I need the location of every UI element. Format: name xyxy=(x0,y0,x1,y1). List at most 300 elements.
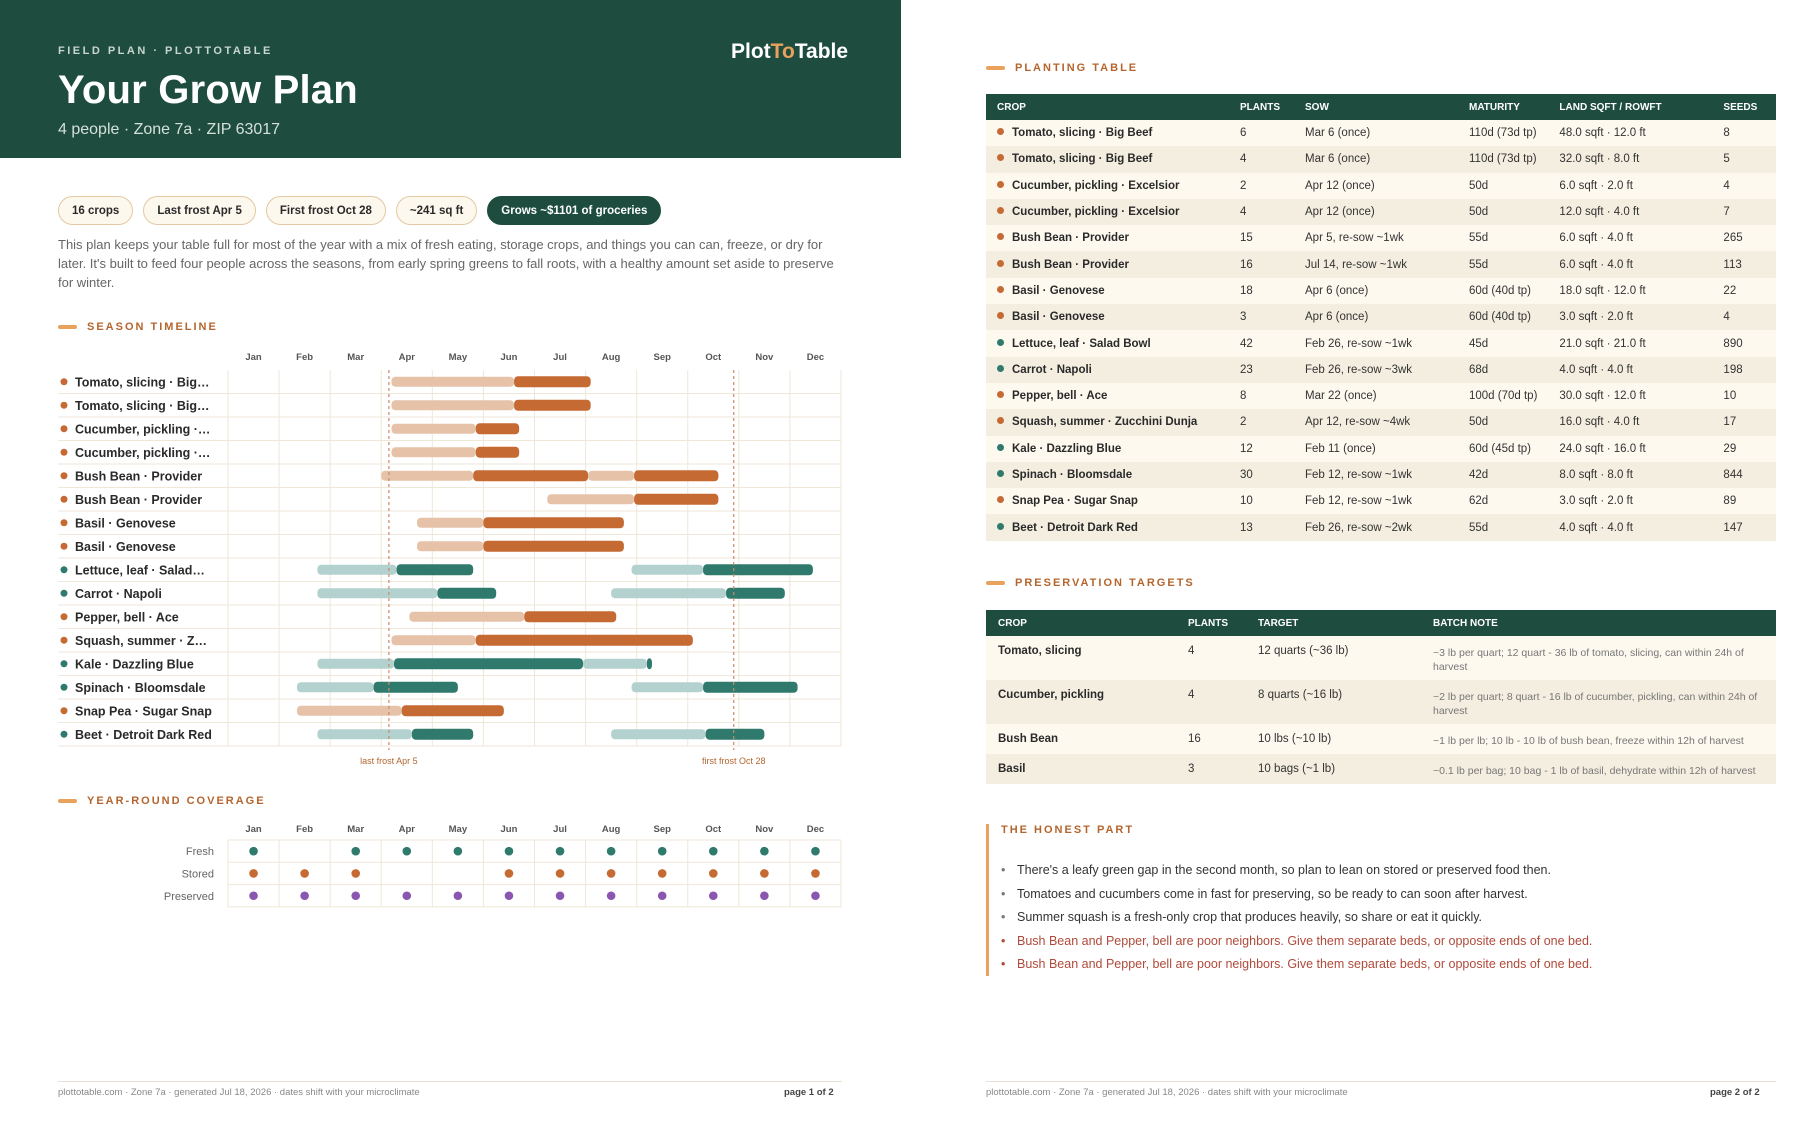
crop-name: Snap Pea · Sugar Snap xyxy=(1012,495,1138,508)
coverage-row-label: Stored xyxy=(181,868,214,881)
table-cell-maturity: 50d xyxy=(1458,173,1548,199)
coverage-dot xyxy=(709,869,718,878)
month-tick-label: Dec xyxy=(806,352,825,363)
table-cell-crop xyxy=(986,514,1229,540)
crop-group-dot xyxy=(61,519,68,526)
preservation-heading xyxy=(986,577,1195,589)
month-tick-label: Feb xyxy=(296,824,314,835)
coverage-heading-text: YEAR-ROUND COVERAGE xyxy=(87,795,266,807)
crop-row-label: Cucumber, pickling ·… xyxy=(75,422,211,437)
coverage-dot xyxy=(811,869,820,878)
month-tick-label: Oct xyxy=(705,352,722,363)
crop-name: Lettuce, leaf · Salad Bowl xyxy=(1012,337,1151,350)
month-tick-label: Sep xyxy=(653,824,671,835)
table-cell-maturity: 60d (40d tp) xyxy=(1458,304,1548,330)
coverage-dot xyxy=(454,847,463,856)
harvest-bar xyxy=(634,470,718,481)
table-row xyxy=(986,636,1776,680)
heading-accent-bar xyxy=(986,581,1005,585)
honest-heading xyxy=(1001,824,1134,836)
crop-name: Pepper, bell · Ace xyxy=(1012,390,1108,403)
table-cell-note: ~3 lb per quart; 12 quart - 36 lb of tomato, slicing, can within 24h of harvest xyxy=(1421,636,1776,680)
table-cell-land: 30.0 sqft · 12.0 ft xyxy=(1548,383,1712,409)
table-cell-seeds: 4 xyxy=(1712,304,1776,330)
table-cell-land: 16.0 sqft · 4.0 ft xyxy=(1548,409,1712,435)
crop-row-label: Basil · Genovese xyxy=(75,516,176,531)
table-cell-land: 48.0 sqft · 12.0 ft xyxy=(1548,120,1712,146)
table-cell-sow: Feb 11 (once) xyxy=(1294,436,1458,462)
growing-bar xyxy=(409,612,524,622)
table-cell-maturity: 100d (70d tp) xyxy=(1458,383,1548,409)
month-tick-label: Nov xyxy=(755,824,774,835)
page-subtitle: 4 people · Zone 7a · ZIP 63017 xyxy=(58,121,281,138)
table-row xyxy=(986,514,1776,540)
crop-group-dot xyxy=(997,286,1004,293)
table-row xyxy=(986,251,1776,277)
eyebrow-label: FIELD PLAN · PLOTTOTABLE xyxy=(58,45,273,57)
coverage-row-label: Preserved xyxy=(163,890,214,903)
crop-row-label: Spinach · Bloomsdale xyxy=(75,680,206,695)
crop-row-label: Bush Bean · Provider xyxy=(75,469,203,484)
coverage-dot xyxy=(658,847,667,856)
table-cell-plants: 23 xyxy=(1229,357,1294,383)
crop-row-label: Cucumber, pickling ·… xyxy=(75,445,211,460)
table-cell-maturity: 55d xyxy=(1458,514,1548,540)
table-cell-land: 32.0 sqft · 8.0 ft xyxy=(1548,146,1712,172)
coverage-dot xyxy=(249,891,258,900)
table-cell-note: ~0.1 lb per bag; 10 bag - 1 lb of basil, dehydrate within 12h of harvest xyxy=(1421,754,1776,784)
crop-name: Beet · Detroit Dark Red xyxy=(1012,521,1138,534)
crop-row-label: Carrot · Napoli xyxy=(75,586,162,601)
growing-bar xyxy=(417,541,483,551)
coverage-dot xyxy=(607,891,616,900)
harvest-bar xyxy=(524,611,616,622)
crop-name: Squash, summer · Zucchini Dunja xyxy=(1012,416,1198,429)
table-cell-maturity: 110d (73d tp) xyxy=(1458,146,1548,172)
table-row xyxy=(986,383,1776,409)
month-tick-label: Aug xyxy=(601,824,621,835)
crop-group-dot xyxy=(61,425,68,432)
crop-group-dot xyxy=(997,391,1004,398)
table-cell-seeds: 265 xyxy=(1712,225,1776,251)
crop-name: Basil · Genovese xyxy=(1012,284,1105,297)
table-cell-sow: Apr 12 (once) xyxy=(1294,173,1458,199)
crop-row-label: Basil · Genovese xyxy=(75,539,176,554)
crop-name: Cucumber, pickling · Excelsior xyxy=(1012,179,1180,192)
crop-name: Bush Bean · Provider xyxy=(1012,232,1129,245)
month-tick-label: Jan xyxy=(245,824,262,835)
crop-group-dot xyxy=(997,523,1004,530)
table-cell-maturity: 60d (40d tp) xyxy=(1458,278,1548,304)
growing-bar xyxy=(391,400,514,410)
harvest-bar xyxy=(703,682,798,693)
growing-bar xyxy=(317,659,394,669)
coverage-dot xyxy=(760,891,769,900)
crop-row-label: Tomato, slicing · Big… xyxy=(75,375,210,390)
harvest-bar xyxy=(397,564,474,575)
table-cell-crop xyxy=(986,251,1229,277)
crop-name: Basil · Genovese xyxy=(1012,311,1105,324)
footer-rule xyxy=(58,1081,842,1082)
growing-bar xyxy=(297,682,374,692)
table-cell-crop xyxy=(986,357,1229,383)
column-header: TARGET xyxy=(1246,610,1421,636)
table-cell-sow: Feb 26, re-sow ~2wk xyxy=(1294,514,1458,540)
frost-marker-label: first frost Oct 28 xyxy=(701,756,766,766)
crop-group-dot xyxy=(997,154,1004,161)
table-row xyxy=(986,436,1776,462)
coverage-dot xyxy=(709,847,718,856)
crop-name: Cucumber, pickling · Excelsior xyxy=(1012,206,1180,219)
harvest-bar xyxy=(514,400,591,411)
column-header: PLANTS xyxy=(1176,610,1246,636)
table-row xyxy=(986,488,1776,514)
crop-group-dot xyxy=(61,590,68,597)
table-cell-seeds: 29 xyxy=(1712,436,1776,462)
crop-group-dot xyxy=(997,312,1004,319)
column-header: SOW xyxy=(1294,94,1458,120)
growing-bar xyxy=(611,729,706,739)
crop-row-label: Beet · Detroit Dark Red xyxy=(75,727,212,742)
table-cell-maturity: 42d xyxy=(1458,462,1548,488)
table-cell-crop xyxy=(986,488,1229,514)
crop-row-label: Squash, summer · Z… xyxy=(75,633,207,648)
coverage-dot xyxy=(556,869,565,878)
table-row xyxy=(986,146,1776,172)
table-cell-maturity: 50d xyxy=(1458,409,1548,435)
month-tick-label: Jul xyxy=(553,352,567,363)
table-cell-crop xyxy=(986,278,1229,304)
table-cell-land: 12.0 sqft · 4.0 ft xyxy=(1548,199,1712,225)
crop-name: Tomato, slicing · Big Beef xyxy=(1012,153,1153,166)
coverage-dot xyxy=(556,847,565,856)
table-cell-land: 6.0 sqft · 4.0 ft xyxy=(1548,225,1712,251)
crop-name: Tomato, slicing · Big Beef xyxy=(1012,127,1153,140)
coverage-dot xyxy=(505,869,514,878)
table-cell-sow: Apr 6 (once) xyxy=(1294,304,1458,330)
table-cell-sow: Apr 6 (once) xyxy=(1294,278,1458,304)
harvest-bar xyxy=(473,470,588,481)
table-row xyxy=(986,304,1776,330)
table-cell-sow: Mar 6 (once) xyxy=(1294,146,1458,172)
warning-item: • Bush Bean and Pepper, bell are poor neighbors. Give them separate beds, or opposite ends of one bed. xyxy=(1001,953,1761,977)
column-header: LAND SQFT / ROWFT xyxy=(1548,94,1712,120)
table-row xyxy=(986,754,1776,784)
coverage-dot xyxy=(454,891,463,900)
crop-group-dot xyxy=(997,233,1004,240)
table-cell-seeds: 113 xyxy=(1712,251,1776,277)
table-cell-sow: Feb 12, re-sow ~1wk xyxy=(1294,462,1458,488)
growing-bar xyxy=(632,682,704,692)
planting-heading-text: PLANTING TABLE xyxy=(1015,62,1139,74)
heading-accent-bar xyxy=(58,325,77,329)
crop-name: Spinach · Bloomsdale xyxy=(1012,469,1133,481)
harvest-bar xyxy=(437,588,496,599)
month-tick-label: Apr xyxy=(398,824,415,835)
month-tick-label: Jun xyxy=(500,824,518,835)
preservation-table-body xyxy=(986,636,1776,784)
crop-group-dot xyxy=(61,660,68,667)
table-cell-plants: 3 xyxy=(1176,754,1246,784)
table-cell-seeds: 10 xyxy=(1712,383,1776,409)
column-header: PLANTS xyxy=(1229,94,1294,120)
column-header: CROP xyxy=(986,94,1229,120)
crop-group-dot xyxy=(61,402,68,409)
table-cell-plants: 42 xyxy=(1229,330,1294,356)
coverage-dot xyxy=(607,847,616,856)
pill-groceries: Grows ~$1101 of groceries xyxy=(487,196,661,225)
footer-text: plottotable.com · Zone 7a · generated Jul 18, 2026 · dates shift with your microclimate xyxy=(986,1087,1348,1098)
note-item: • There's a leafy green gap in the second month, so plan to lean on stored or preserved food then. xyxy=(1001,859,1761,883)
table-row xyxy=(986,330,1776,356)
intro-paragraph: This plan keeps your table full for most of the year with a mix of fresh eating, storage crops, and things you can can, freeze, or dry for later. It's built to feed four people across the seasons, from early spring greens to fall roots, with a healthy amount set aside to preserve for winter. xyxy=(58,237,834,290)
harvest-bar xyxy=(514,376,591,387)
coverage-dot xyxy=(505,847,514,856)
page-number: page 2 of 2 xyxy=(1710,1087,1760,1098)
table-cell-plants: 16 xyxy=(1229,251,1294,277)
table-row xyxy=(986,680,1776,724)
crop-group-dot xyxy=(997,365,1004,372)
preservation-table xyxy=(986,610,1776,784)
month-tick-label: May xyxy=(448,824,468,835)
footer-text: plottotable.com · Zone 7a · generated Jul 18, 2026 · dates shift with your microclimate xyxy=(58,1087,420,1098)
table-cell-maturity: 60d (45d tp) xyxy=(1458,436,1548,462)
crop-row-label: Bush Bean · Provider xyxy=(75,492,203,507)
table-cell-maturity: 45d xyxy=(1458,330,1548,356)
crop-group-dot xyxy=(61,472,68,479)
table-cell-sow: Mar 22 (once) xyxy=(1294,383,1458,409)
table-cell-land: 3.0 sqft · 2.0 ft xyxy=(1548,488,1712,514)
table-cell-plants: 4 xyxy=(1229,146,1294,172)
timeline-heading xyxy=(58,321,218,333)
table-cell-crop xyxy=(986,225,1229,251)
table-cell-maturity: 68d xyxy=(1458,357,1548,383)
table-cell-seeds: 4 xyxy=(1712,173,1776,199)
month-tick-label: Apr xyxy=(398,352,415,363)
table-cell-note: ~1 lb per lb; 10 lb - 10 lb of bush bean, freeze within 12h of harvest xyxy=(1421,724,1776,754)
month-tick-label: Mar xyxy=(347,824,365,835)
logo-part: Table xyxy=(794,40,849,63)
growing-bar xyxy=(391,635,475,645)
month-tick-label: Jul xyxy=(553,824,567,835)
table-cell-plants: 30 xyxy=(1229,462,1294,488)
page-two xyxy=(929,0,1800,1147)
table-cell-crop xyxy=(986,462,1229,488)
table-cell-land: 21.0 sqft · 21.0 ft xyxy=(1548,330,1712,356)
honest-list xyxy=(1001,859,1761,977)
column-header: BATCH NOTE xyxy=(1421,610,1776,636)
table-cell-plants: 16 xyxy=(1176,724,1246,754)
table-cell-plants: 3 xyxy=(1229,304,1294,330)
month-tick-label: Jan xyxy=(245,352,262,363)
growing-bar xyxy=(391,447,475,457)
growing-bar xyxy=(391,424,475,434)
table-cell-sow: Feb 26, re-sow ~1wk xyxy=(1294,330,1458,356)
month-tick-label: Mar xyxy=(347,352,365,363)
crop-group-dot xyxy=(997,181,1004,188)
coverage-dot xyxy=(658,869,667,878)
month-tick-label: May xyxy=(448,352,468,363)
table-cell-crop xyxy=(986,436,1229,462)
crop-row-label: Lettuce, leaf · Salad… xyxy=(75,563,205,578)
coverage-row-label: Fresh xyxy=(185,846,214,859)
table-cell-sow: Feb 12, re-sow ~1wk xyxy=(1294,488,1458,514)
table-row xyxy=(986,225,1776,251)
note-item: • Tomatoes and cucumbers come in fast for preserving, so be ready to can soon after harvest. xyxy=(1001,883,1761,907)
table-cell-land: 8.0 sqft · 8.0 ft xyxy=(1548,462,1712,488)
month-tick-label: Aug xyxy=(601,352,621,363)
harvest-bar xyxy=(402,705,504,716)
table-cell-sow: Apr 12 (once) xyxy=(1294,199,1458,225)
table-cell-seeds: 22 xyxy=(1712,278,1776,304)
crop-group-dot xyxy=(997,260,1004,267)
logo-part: Plot xyxy=(731,40,771,63)
coverage-dot xyxy=(249,847,258,856)
table-cell-plants: 18 xyxy=(1229,278,1294,304)
page-title: Your Grow Plan xyxy=(58,68,358,112)
coverage-dot xyxy=(249,869,258,878)
honest-heading-text: THE HONEST PART xyxy=(1001,824,1135,836)
coverage-dot xyxy=(607,869,616,878)
crop-name: Kale · Dazzling Blue xyxy=(1012,442,1122,455)
heading-accent-bar xyxy=(58,799,77,803)
table-cell-seeds: 89 xyxy=(1712,488,1776,514)
table-row xyxy=(986,357,1776,383)
table-cell-plants: 8 xyxy=(1229,383,1294,409)
crop-group-dot xyxy=(61,684,68,691)
coverage-dot xyxy=(351,869,360,878)
table-cell-target: 8 quarts (~16 lb) xyxy=(1246,680,1421,724)
table-cell-land: 6.0 sqft · 2.0 ft xyxy=(1548,173,1712,199)
crop-group-dot xyxy=(61,731,68,738)
harvest-bar xyxy=(483,541,623,552)
crop-group-dot xyxy=(997,444,1004,451)
table-cell-maturity: 50d xyxy=(1458,199,1548,225)
crop-row-label: Tomato, slicing · Big… xyxy=(75,398,210,413)
coverage-dot xyxy=(351,891,360,900)
crop-group-dot xyxy=(997,339,1004,346)
coverage-dot xyxy=(351,847,360,856)
summary-pills xyxy=(58,196,661,225)
planting-table xyxy=(986,94,1776,541)
growing-bar xyxy=(632,565,704,575)
table-cell-crop xyxy=(986,383,1229,409)
crop-group-dot xyxy=(997,470,1004,477)
harvest-bar xyxy=(634,494,718,505)
table-cell-sow: Apr 12, re-sow ~4wk xyxy=(1294,409,1458,435)
table-row xyxy=(986,173,1776,199)
table-row xyxy=(986,278,1776,304)
table-cell-maturity: 55d xyxy=(1458,225,1548,251)
table-cell-seeds: 17 xyxy=(1712,409,1776,435)
coverage-chart xyxy=(0,820,900,920)
table-cell-seeds: 8 xyxy=(1712,120,1776,146)
table-cell-sow: Mar 6 (once) xyxy=(1294,120,1458,146)
table-cell-plants: 13 xyxy=(1229,514,1294,540)
table-cell-crop: Cucumber, pickling xyxy=(986,680,1176,724)
table-cell-plants: 4 xyxy=(1176,636,1246,680)
table-cell-target: 12 quarts (~36 lb) xyxy=(1246,636,1421,680)
crop-name: Bush Bean · Provider xyxy=(1012,258,1129,271)
table-row xyxy=(986,409,1776,435)
note-item: • Summer squash is a fresh-only crop that produces heavily, so share or eat it quickly. xyxy=(1001,906,1761,930)
table-cell-land: 24.0 sqft · 16.0 ft xyxy=(1548,436,1712,462)
table-cell-crop: Bush Bean xyxy=(986,724,1176,754)
coverage-dot xyxy=(658,891,667,900)
coverage-dot xyxy=(709,891,718,900)
table-cell-seeds: 5 xyxy=(1712,146,1776,172)
month-tick-label: Oct xyxy=(705,824,722,835)
harvest-bar xyxy=(476,635,693,646)
frost-marker-label: last frost Apr 5 xyxy=(360,756,418,766)
coverage-dot xyxy=(300,891,309,900)
table-cell-land: 18.0 sqft · 12.0 ft xyxy=(1548,278,1712,304)
column-header: MATURITY xyxy=(1458,94,1548,120)
planting-header-row xyxy=(986,94,1776,120)
crop-group-dot xyxy=(61,543,68,550)
crop-group-dot xyxy=(61,637,68,644)
table-cell-crop xyxy=(986,304,1229,330)
growing-bar xyxy=(391,377,514,387)
table-cell-plants: 4 xyxy=(1176,680,1246,724)
table-cell-seeds: 7 xyxy=(1712,199,1776,225)
growing-bar xyxy=(317,729,412,739)
table-cell-crop xyxy=(986,146,1229,172)
crop-group-dot xyxy=(61,707,68,714)
harvest-bar xyxy=(483,517,623,528)
crop-group-dot xyxy=(61,613,68,620)
crop-group-dot xyxy=(997,207,1004,214)
table-row xyxy=(986,462,1776,488)
coverage-dot xyxy=(402,847,411,856)
season-timeline-chart xyxy=(0,340,900,770)
footer-rule xyxy=(986,1081,1776,1082)
table-cell-maturity: 55d xyxy=(1458,251,1548,277)
coverage-heading xyxy=(58,795,266,807)
table-cell-plants: 12 xyxy=(1229,436,1294,462)
preservation-heading-text: PRESERVATION TARGETS xyxy=(1015,577,1195,589)
crop-row-label: Kale · Dazzling Blue xyxy=(75,657,194,672)
table-cell-note: ~2 lb per quart; 8 quart - 16 lb of cucumber, pickling, can within 24h of harvest xyxy=(1421,680,1776,724)
table-cell-seeds: 844 xyxy=(1712,462,1776,488)
table-cell-crop xyxy=(986,173,1229,199)
crop-row-label: Snap Pea · Sugar Snap xyxy=(75,704,212,719)
column-header: SEEDS xyxy=(1712,94,1776,120)
timeline-heading-text: SEASON TIMELINE xyxy=(87,321,218,333)
coverage-dot xyxy=(811,891,820,900)
growing-bar xyxy=(547,494,634,504)
table-cell-land: 4.0 sqft · 4.0 ft xyxy=(1548,357,1712,383)
table-row xyxy=(986,120,1776,146)
table-cell-sow: Jul 14, re-sow ~1wk xyxy=(1294,251,1458,277)
pill-area: ~241 sq ft xyxy=(396,196,477,225)
table-cell-land: 6.0 sqft · 4.0 ft xyxy=(1548,251,1712,277)
brand-logo xyxy=(731,40,848,64)
crop-row-label: Pepper, bell · Ace xyxy=(75,610,179,625)
table-cell-sow: Apr 5, re-sow ~1wk xyxy=(1294,225,1458,251)
crop-name: Carrot · Napoli xyxy=(1012,363,1092,376)
table-cell-plants: 10 xyxy=(1229,488,1294,514)
coverage-dot xyxy=(505,891,514,900)
table-cell-seeds: 198 xyxy=(1712,357,1776,383)
table-row xyxy=(986,724,1776,754)
growing-bar xyxy=(297,706,402,716)
table-cell-maturity: 110d (73d tp) xyxy=(1458,120,1548,146)
crop-group-dot xyxy=(997,417,1004,424)
harvest-bar xyxy=(374,682,458,693)
harvest-bar xyxy=(703,564,813,575)
pill-first-frost: First frost Oct 28 xyxy=(266,196,386,225)
